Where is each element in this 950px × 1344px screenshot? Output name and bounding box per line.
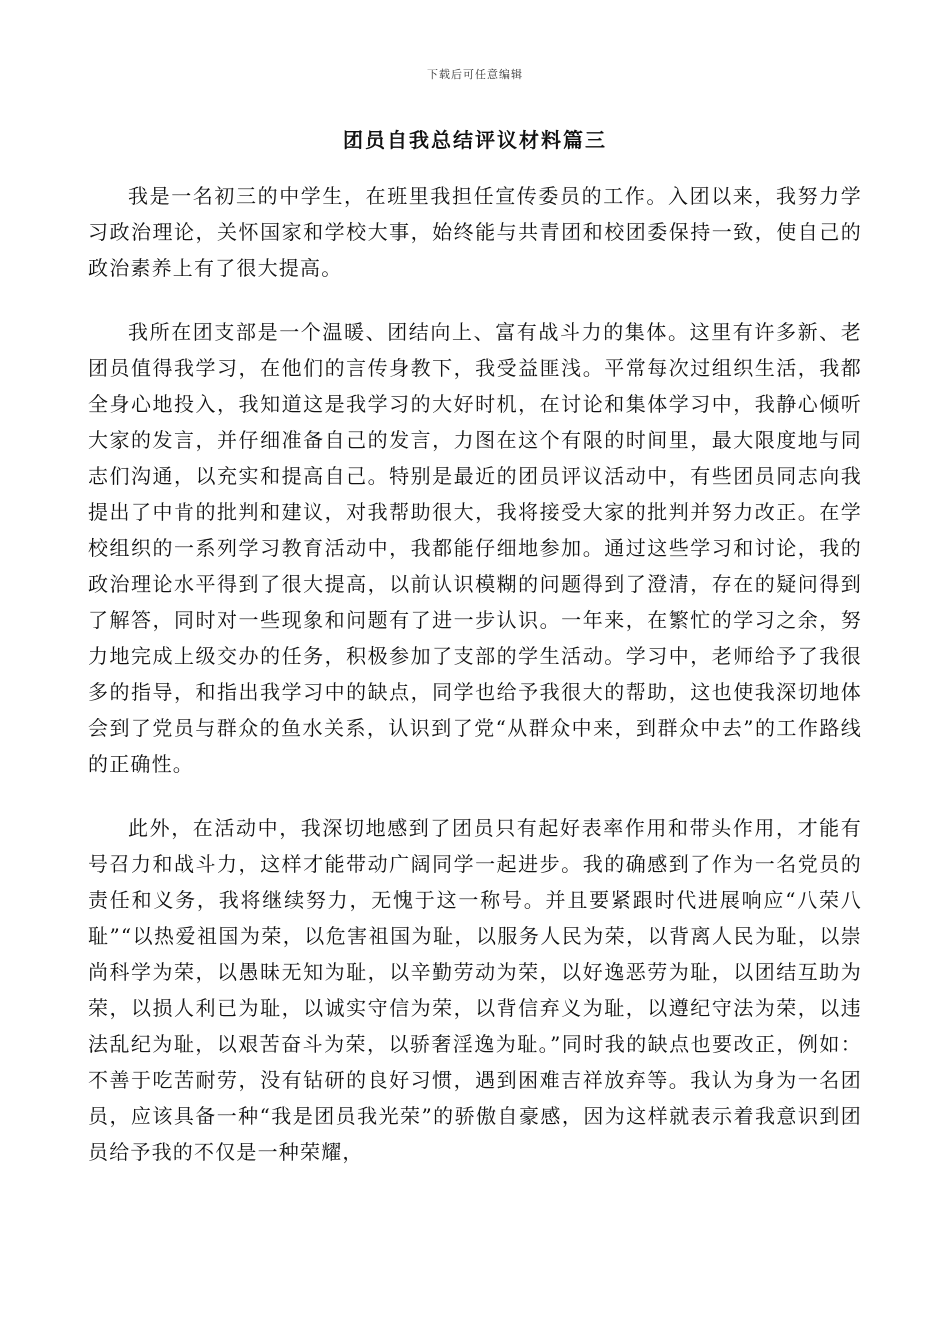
document-title: 团员自我总结评议材料篇三 xyxy=(343,128,607,152)
paragraph-1: 我是一名初三的中学生，在班里我担任宣传委员的工作。入团以来，我努力学习政治理论，关怀国家和学校大事，始终能与共青团和校团委保持一致，使自己的政治素养上有了很大提高。 xyxy=(88,184,862,280)
paragraph-2: 我所在团支部是一个温暖、团结向上、富有战斗力的集体。这里有许多新、老团员值得我学习，在他们的言传身教下，我受益匪浅。平常每次过组织生活，我都全身心地投入，我知道这是我学习的大好时机，在讨论和集体学习中，我静心倾听大家的发言，并仔细准备自己的发言，力图在这个有限的时间里，最大限度地与同志们沟通，以充实和提高自己。特别是最近的团员评议活动中，有些团员同志向我提出了中肯的批判和建议，对我帮助很大，我将接受大家的批判并努力改正。在学校组织的一系列学习教育活动中，我都能仔细地参加。通过这些学习和讨论，我的政治理论水平得到了很大提高，以前认识模糊的问题得到了澄清，存在的疑问得到了解答，同时对一些现象和问题有了进一步认识。一年来，在繁忙的学习之余，努力地完成上级交办的任务，积极参加了支部的学生活动。学习中，老师给予了我很多的指导，和指出我学习中的缺点，同学也给予我很大的帮助，这也使我深切地体会到了党员与群众的鱼水关系，认识到了党“从群众中来，到群众中去”的工作路线的正确性。 xyxy=(88,320,862,776)
download-note: 下载后可任意编辑 xyxy=(427,68,523,81)
document-body xyxy=(88,178,862,1198)
paragraph-3: 此外，在活动中，我深切地感到了团员只有起好表率作用和带头作用，才能有号召力和战斗力，这样才能带动广阔同学一起进步。我的确感到了作为一名党员的责任和义务，我将继续努力，无愧于这一称号。并且要紧跟时代进展响应“八荣八耻”“以热爱祖国为荣，以危害祖国为耻，以服务人民为荣，以背离人民为耻，以崇尚科学为荣，以愚昧无知为耻，以辛勤劳动为荣，以好逸恶劳为耻，以团结互助为荣，以损人利已为耻，以诚实守信为荣，以背信弃义为耻，以遵纪守法为荣，以违法乱纪为耻，以艰苦奋斗为荣，以骄奢淫逸为耻。”同时我的缺点也要改正，例如：不善于吃苦耐劳，没有钻研的良好习惯，遇到困难吉祥放弃等。我认为身为一名团员，应该具备一种“我是团员我光荣”的骄傲自豪感，因为这样就表示着我意识到团员给予我的不仅是一种荣耀， xyxy=(88,816,862,1164)
